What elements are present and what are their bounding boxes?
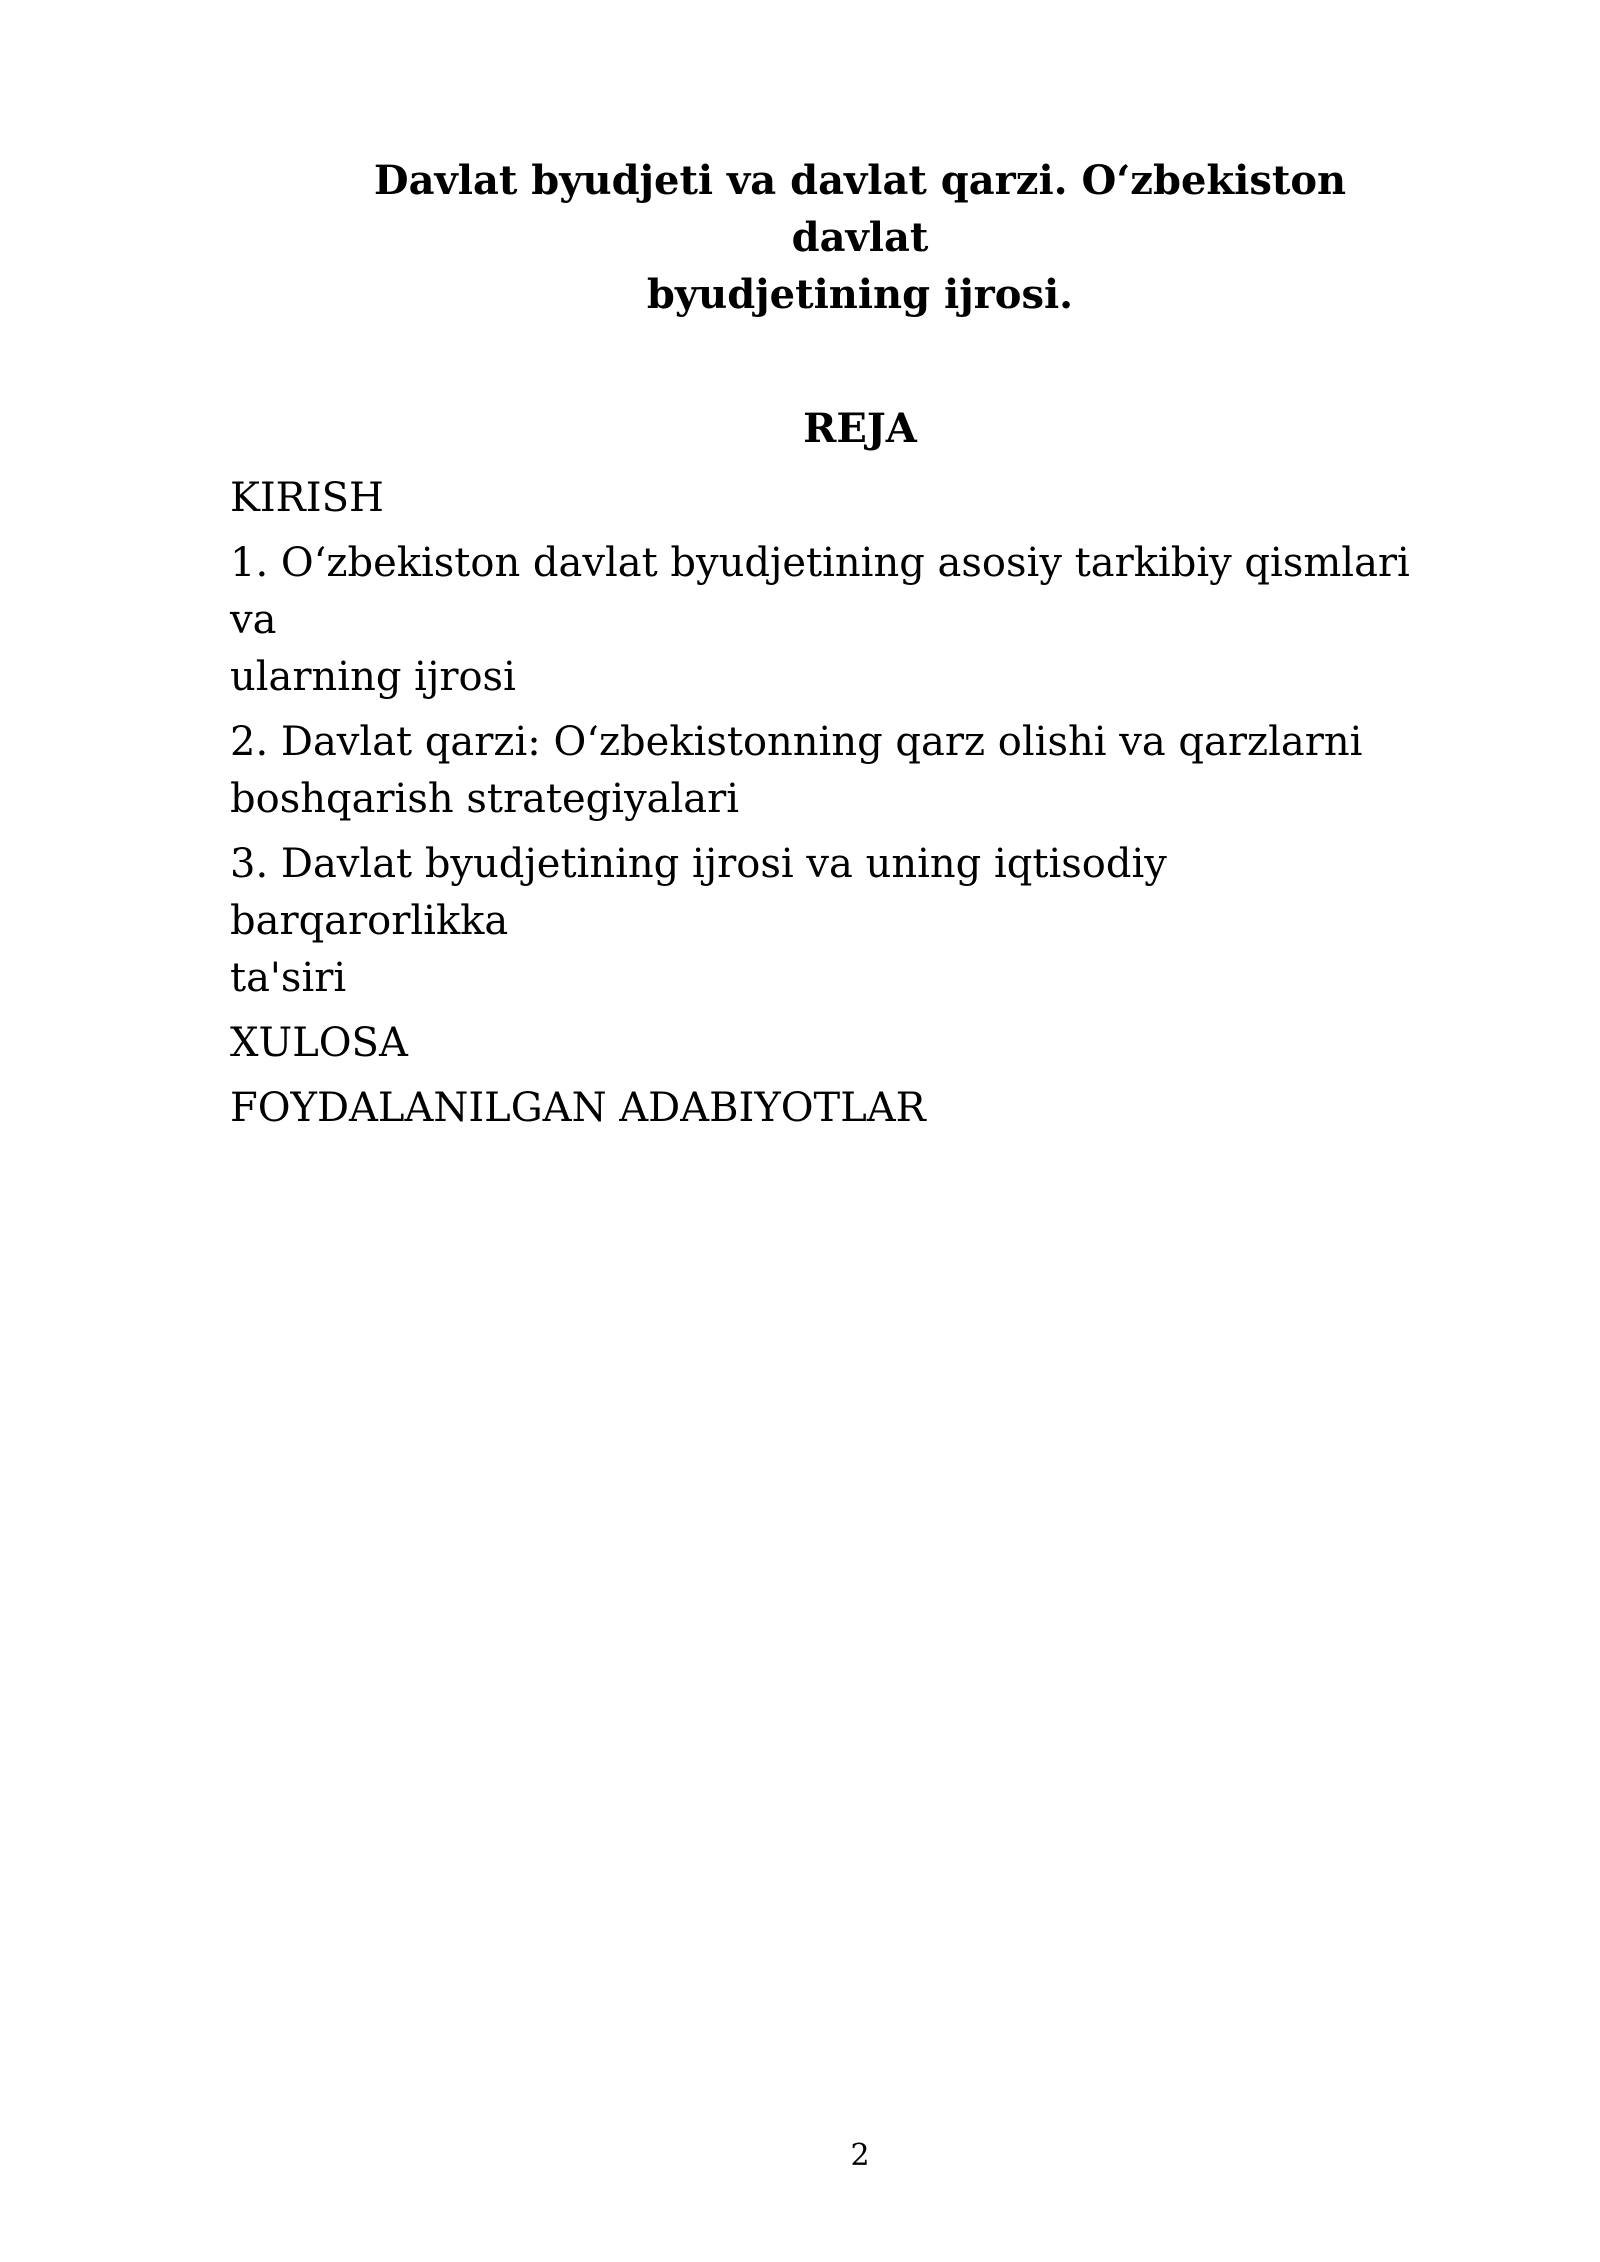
- plan-item-line: 3. Davlat byudjetining ijrosi va uning iqtisodiy barqarorlikka: [230, 841, 1167, 944]
- document-title-line: byudjetining ijrosi.: [646, 271, 1074, 318]
- page-number: 2: [850, 2138, 870, 2173]
- plan-heading: REJA: [803, 405, 917, 452]
- document-title: [300, 152, 1420, 323]
- plan-item-line: FOYDALANILGAN ADABIYOTLAR: [230, 1085, 926, 1131]
- document-title-line: Davlat byudjeti va davlat qarzi. O‘zbekiston davlat: [373, 157, 1347, 261]
- plan-item-line: ularning ijrosi: [230, 654, 516, 700]
- plan-item-conclusion: [230, 1015, 1430, 1072]
- plan-item-line: 1. O‘zbekiston davlat byudjetining asosiy tarkibiy qismlari va: [230, 540, 1410, 643]
- plan-item-2: [230, 714, 1430, 828]
- plan-item-1: [230, 535, 1430, 706]
- plan-item-line: 2. Davlat qarzi: O‘zbekistonning qarz olishi va qarzlarni: [230, 719, 1363, 765]
- plan-list: [230, 470, 1430, 1145]
- plan-item-line: KIRISH: [230, 475, 384, 521]
- plan-item-references: [230, 1080, 1430, 1137]
- plan-item-3: [230, 836, 1430, 1007]
- plan-item-line: XULOSA: [230, 1020, 408, 1066]
- plan-item-line: ta'siri: [230, 955, 347, 1001]
- plan-item-line: boshqarish strategiyalari: [230, 776, 740, 822]
- plan-item-introduction: [230, 470, 1430, 527]
